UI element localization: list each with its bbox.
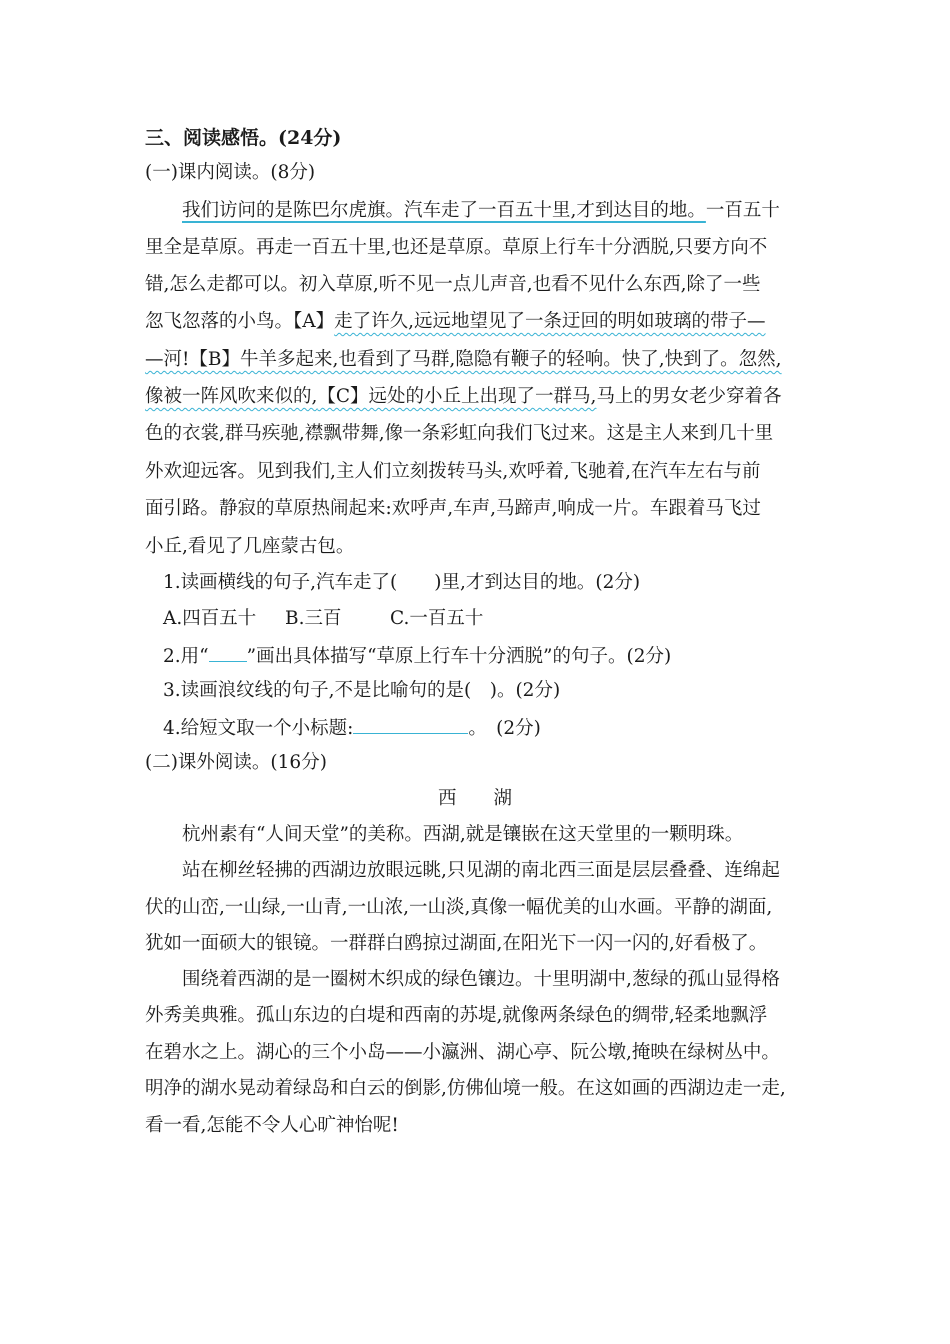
underlined-sentence: 我们访问的是陈巴尔虎旗。汽车走了一百五十里,才到达目的地。: [182, 200, 706, 221]
passage-line: 错,怎么走都可以。初入草原,听不见一点儿声音,也看不见什么东西,除了一些: [145, 274, 761, 295]
answer-blank[interactable]: [353, 715, 468, 734]
passage-line: [145, 310, 766, 334]
wavy-sentence-b: 牛羊多起来,也看到了马群,隐隐有鞭子的轻响。快了,快到了。忽然,: [240, 349, 782, 370]
wavy-sentence-a-end: —河!【B】: [145, 349, 241, 370]
question-4-score: 。 (2分): [468, 718, 541, 739]
article-line: 站在柳丝轻拂的西湖边放眼远眺,只见湖的南北西三面是层层叠叠、连绵起: [182, 860, 780, 881]
question-2: [163, 643, 671, 669]
wavy-sentence-c: 【C】远处的小丘上出现了一群马,: [317, 386, 597, 407]
option-b: B.三百: [285, 608, 342, 629]
wavy-sentence-a: 走了许久,远远地望见了一条迂回的明如玻璃的带子—: [334, 311, 766, 332]
passage-line: [145, 385, 781, 409]
part1-header: (一)课内阅读。(8分): [145, 162, 316, 183]
underline-sample: [209, 643, 247, 662]
passage-line: 色的衣裳,群马疾驰,襟飘带舞,像一条彩虹向我们飞过来。这是主人来到几十里: [145, 423, 774, 444]
passage-line: [145, 348, 782, 372]
passage-line: 里全是草原。再走一百五十里,也还是草原。草原上行车十分洒脱,只要方向不: [145, 237, 768, 258]
question-3: 3.读画浪纹线的句子,不是比喻句的是( )。(2分): [163, 680, 561, 701]
article-line: 外秀美典雅。孤山东边的白堤和西南的苏堤,就像两条绿色的绸带,轻柔地飘浮: [145, 1005, 768, 1026]
wavy-sentence-b-end: 像被一阵风吹来似的,: [145, 386, 318, 407]
question-2-text: 2.用“: [163, 646, 209, 667]
article-line: 犹如一面硕大的银镜。一群群白鸥掠过湖面,在阳光下一闪一闪的,好看极了。: [145, 933, 768, 954]
question-4-text: 4.给短文取一个小标题:: [163, 718, 354, 739]
article-line: 明净的湖水晃动着绿岛和白云的倒影,仿佛仙境一般。在这如画的西湖边走一走,: [145, 1078, 786, 1099]
option-a: A.四百五十: [163, 608, 257, 629]
passage-line: [182, 199, 780, 223]
part2-header: (二)课外阅读。(16分): [145, 752, 327, 773]
question-2-text-rest: ”画出具体描写“草原上行车十分洒脱”的句子。(2分): [246, 646, 672, 667]
question-4: [163, 715, 541, 741]
passage-line: 面引路。静寂的草原热闹起来:欢呼声,车声,马蹄声,响成一片。车跟着马飞过: [145, 498, 761, 519]
article-line: 围绕着西湖的是一圈树木织成的绿色镶边。十里明湖中,葱绿的孤山显得格: [182, 969, 780, 990]
option-c: C.一百五十: [390, 608, 484, 629]
section3-title: 三、阅读感悟。(24分): [145, 127, 342, 149]
passage-line: 小丘,看见了几座蒙古包。: [145, 536, 355, 557]
article-line: 在碧水之上。湖心的三个小岛——小瀛洲、湖心亭、阮公墩,掩映在绿树丛中。: [145, 1042, 780, 1063]
question-1: 1.读画横线的句子,汽车走了( )里,才到达目的地。(2分): [163, 572, 641, 593]
article-line: 看一看,怎能不令人心旷神怡呢!: [145, 1115, 399, 1136]
passage-text: 忽飞忽落的小鸟。【A】: [145, 311, 335, 332]
passage-text: 马上的男女老少穿着各: [596, 386, 782, 407]
article-title: 西 湖: [438, 788, 513, 809]
question-1-options: [163, 607, 484, 631]
passage-text: 一百五十: [705, 200, 780, 221]
article-line: 杭州素有“人间天堂”的美称。西湖,就是镶嵌在这天堂里的一颗明珠。: [182, 824, 744, 845]
passage-line: 外欢迎远客。见到我们,主人们立刻拨转马头,欢呼着,飞驰着,在汽车左右与前: [145, 461, 761, 482]
article-line: 伏的山峦,一山绿,一山青,一山浓,一山淡,真像一幅优美的山水画。平静的湖面,: [145, 897, 773, 918]
